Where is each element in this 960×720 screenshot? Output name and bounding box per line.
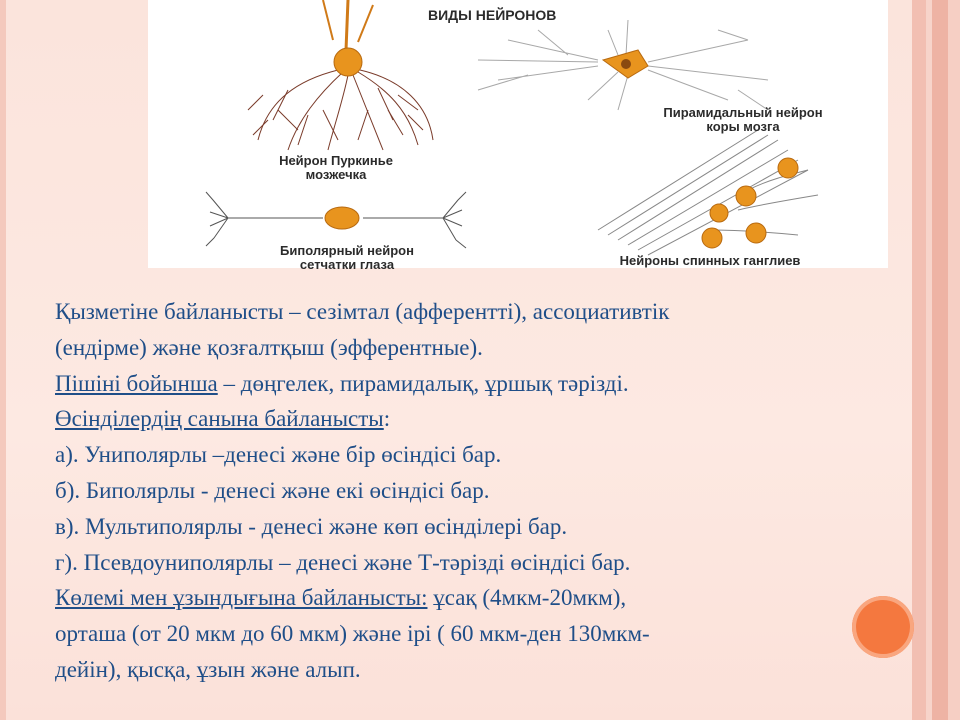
text-line: дейін), қысқа, ұзын және алып. xyxy=(55,656,361,682)
underlined-heading: Өсінділердің санына байланысты xyxy=(55,406,384,432)
pyramidal-label xyxy=(618,106,868,133)
text-segment: – дөңгелек, пирамидалық, ұршық тәрізді. xyxy=(217,370,629,396)
pyramidal-label-line1: Пирамидальный нейрон xyxy=(663,105,823,120)
purkinje-label-line2: мозжечка xyxy=(305,166,367,182)
purkinje-label-line1: Нейрон Пуркинье xyxy=(279,153,393,168)
figure-title: ВИДЫ НЕЙРОНОВ xyxy=(428,7,557,23)
right-decor-stripe xyxy=(932,0,948,720)
purkinje-cell-body xyxy=(334,48,362,76)
left-edge-stripe xyxy=(0,0,6,720)
text-line: орташа (от 20 мкм до 60 мкм) және ірі ( 60 мкм-ден 130мкм- xyxy=(55,621,650,647)
purkinje-neuron-drawing xyxy=(248,0,433,150)
bipolar-cell-body xyxy=(325,207,359,229)
right-decor-stripe xyxy=(948,0,960,720)
text-line: а). Униполярлы –денесі және бір өсіндісі бар. xyxy=(55,442,502,468)
text-line: (ендірме) және қозғалтқыш (эфферентные). xyxy=(55,334,483,360)
text-line xyxy=(55,401,925,437)
neuron-types-figure xyxy=(148,0,888,272)
bipolar-label-line1: Биполярный нейрон xyxy=(280,243,414,258)
text-line xyxy=(55,366,925,402)
text-line: Қызметіне байланысты – сезімтал (афферентті), ассоциативтік xyxy=(55,299,670,324)
text-segment: ұсақ (4мкм-20мкм), xyxy=(427,585,627,611)
neuron-illustrations xyxy=(148,0,888,268)
bipolar-label-line2: сетчатки глаза xyxy=(299,256,395,272)
bipolar-label xyxy=(232,244,462,271)
slide-body-text xyxy=(55,294,925,688)
accent-circle xyxy=(852,596,914,658)
text-line: г). Псевдоуниполярлы – денесі және Т-тәрізді өсіндісі бар. xyxy=(55,549,631,575)
text-line: в). Мультиполярлы - денесі және көп өсінділері бар. xyxy=(55,513,568,539)
underlined-heading: Пішіні бойынша xyxy=(55,370,218,396)
text-line xyxy=(55,580,925,616)
text-line: б). Биполярлы - денесі және екі өсіндісі бар. xyxy=(55,477,490,503)
underlined-heading: Көлемі мен ұзындығына байланысты: xyxy=(55,585,428,611)
spinal-label: Нейроны спинных ганглиев xyxy=(619,253,801,268)
purkinje-label xyxy=(256,154,416,181)
pyramidal-label-line2: коры мозга xyxy=(706,118,780,134)
text-segment: : xyxy=(383,406,391,432)
